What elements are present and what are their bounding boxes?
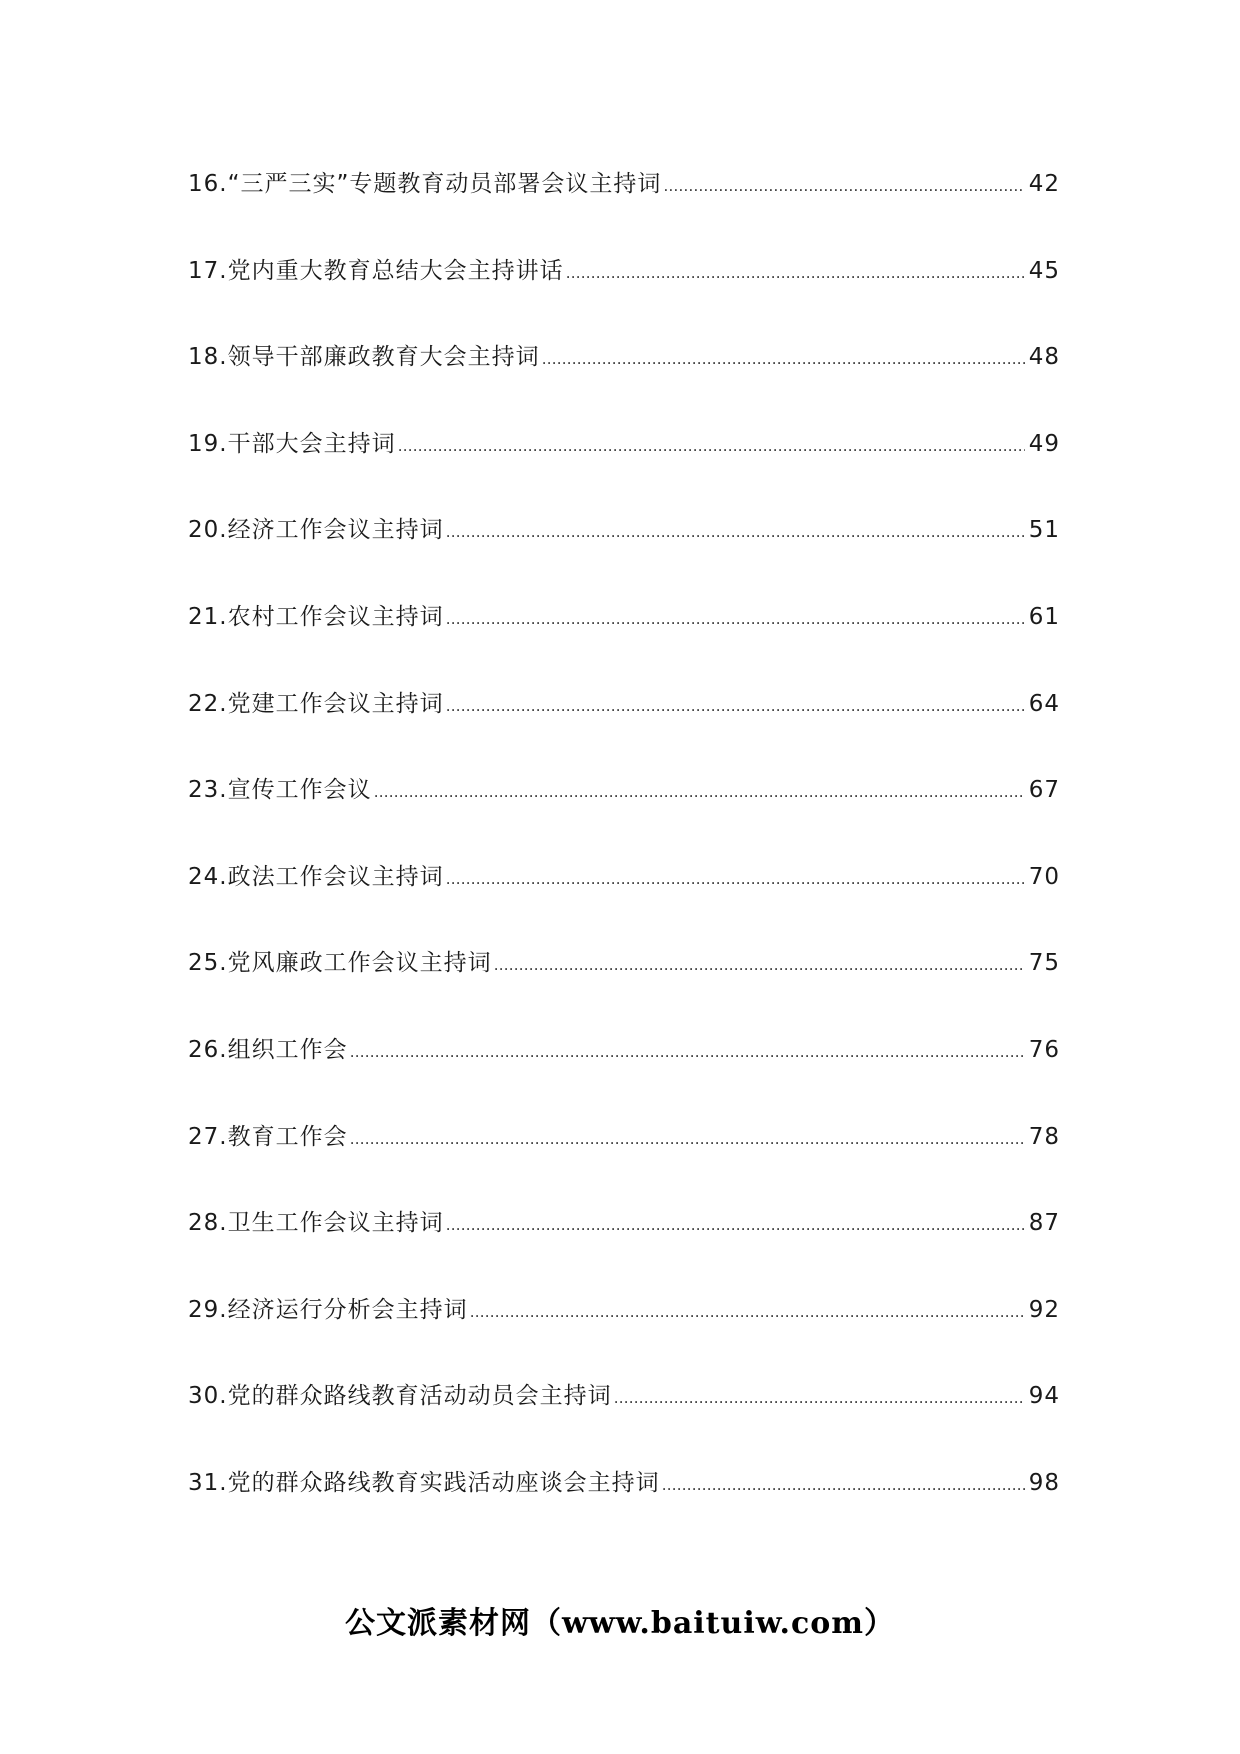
toc-entry-title: 22.党建工作会议主持词 (188, 690, 444, 717)
toc-dot-leader (446, 870, 1025, 888)
toc-entry[interactable] (188, 1204, 1060, 1291)
toc-dot-leader (542, 350, 1025, 368)
toc-page-number: 94 (1028, 1383, 1060, 1410)
toc-page-number: 42 (1028, 171, 1060, 197)
toc-page-number: 70 (1028, 863, 1060, 890)
table-of-contents (188, 165, 1060, 1551)
toc-dot-leader (470, 1303, 1025, 1321)
toc-entry[interactable] (188, 858, 1060, 945)
toc-entry-title: 23.宣传工作会议 (188, 777, 372, 804)
toc-entry[interactable] (188, 165, 1060, 252)
toc-entry-title: 19.干部大会主持词 (188, 430, 396, 457)
toc-entry-title: 31.党的群众路线教育实践活动座谈会主持词 (188, 1469, 660, 1496)
toc-entry[interactable] (188, 771, 1060, 858)
toc-page-number: 75 (1028, 950, 1060, 977)
toc-dot-leader (663, 177, 1024, 195)
toc-entry-title: 18.领导干部廉政教育大会主持词 (188, 344, 540, 371)
toc-dot-leader (662, 1476, 1025, 1494)
toc-page-number: 45 (1028, 257, 1060, 284)
toc-entry[interactable] (188, 338, 1060, 425)
toc-entry[interactable] (188, 944, 1060, 1031)
toc-entry-title: 25.党风廉政工作会议主持词 (188, 950, 492, 977)
toc-page-number: 67 (1028, 777, 1060, 804)
toc-page-number: 64 (1028, 690, 1060, 717)
toc-dot-leader (446, 697, 1025, 715)
toc-entry-title: 27.教育工作会 (188, 1123, 348, 1150)
toc-entry[interactable] (188, 598, 1060, 685)
toc-page-number: 48 (1028, 344, 1060, 371)
toc-entry[interactable] (188, 685, 1060, 772)
toc-entry[interactable] (188, 1118, 1060, 1205)
toc-entry-title: 17.党内重大教育总结大会主持讲话 (188, 257, 564, 284)
toc-entry[interactable] (188, 511, 1060, 598)
toc-dot-leader (494, 956, 1025, 974)
toc-dot-leader (350, 1043, 1025, 1061)
toc-entry-title: 21.农村工作会议主持词 (188, 603, 444, 630)
toc-dot-leader (446, 610, 1025, 628)
toc-page-number: 76 (1028, 1036, 1060, 1063)
toc-entry-title: 29.经济运行分析会主持词 (188, 1296, 468, 1323)
toc-page-number: 61 (1028, 603, 1060, 630)
toc-page-number: 49 (1028, 430, 1060, 457)
toc-entry-title: 30.党的群众路线教育活动动员会主持词 (188, 1383, 612, 1410)
toc-dot-leader (350, 1130, 1025, 1148)
toc-page-number: 92 (1028, 1296, 1060, 1323)
toc-entry[interactable] (188, 1464, 1060, 1551)
toc-entry[interactable] (188, 1031, 1060, 1118)
toc-dot-leader (446, 523, 1025, 541)
toc-page-number: 78 (1028, 1123, 1060, 1150)
toc-entry[interactable] (188, 1377, 1060, 1464)
toc-page-number: 87 (1028, 1210, 1060, 1237)
toc-entry-title: 26.组织工作会 (188, 1036, 348, 1063)
toc-entry[interactable] (188, 1291, 1060, 1378)
toc-entry[interactable] (188, 425, 1060, 512)
toc-entry-title: 24.政法工作会议主持词 (188, 863, 444, 890)
toc-dot-leader (374, 783, 1025, 801)
toc-dot-leader (446, 1216, 1025, 1234)
toc-dot-leader (398, 437, 1025, 455)
footer-source-text: 公文派素材网（www.baituiw.com） (344, 1606, 896, 1641)
toc-entry-title: 16.“三严三实”专题教育动员部署会议主持词 (188, 171, 662, 197)
toc-entry-title: 20.经济工作会议主持词 (188, 517, 444, 544)
toc-entry-title: 28.卫生工作会议主持词 (188, 1210, 444, 1237)
toc-page-number: 51 (1028, 517, 1060, 544)
toc-entry[interactable] (188, 252, 1060, 339)
toc-dot-leader (614, 1389, 1025, 1407)
toc-page-number: 98 (1028, 1469, 1060, 1496)
toc-dot-leader (566, 264, 1025, 282)
